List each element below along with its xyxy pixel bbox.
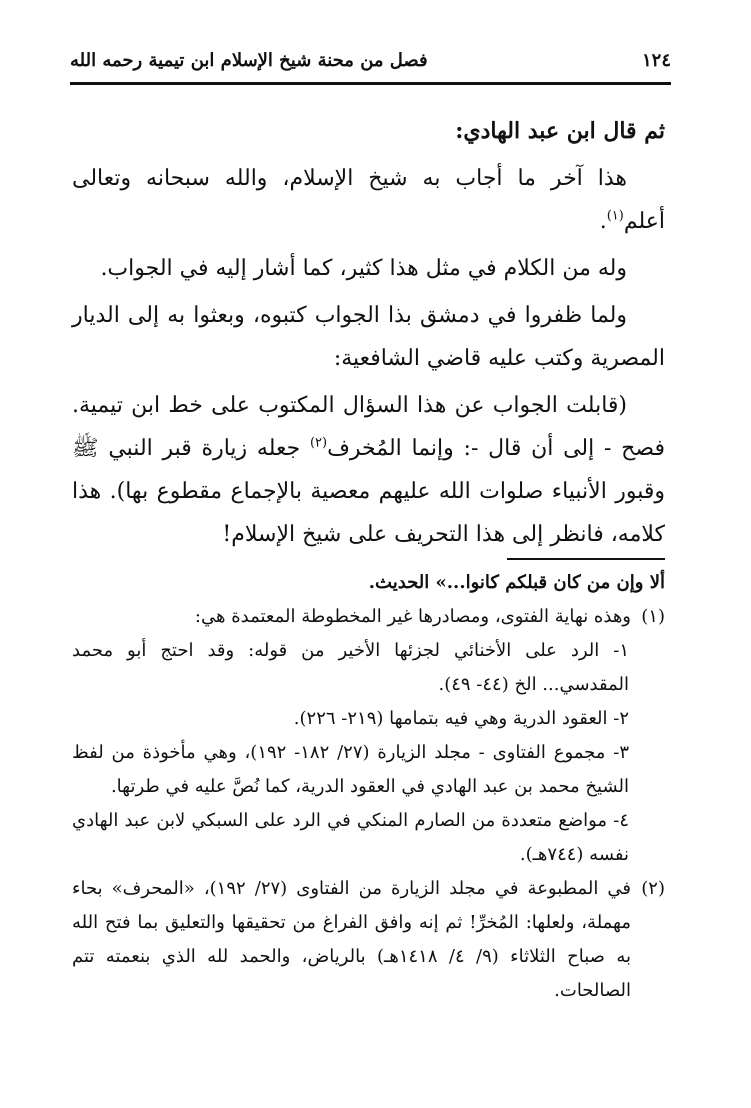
- paragraph-1-text: هذا آخر ما أجاب به شيخ الإسلام، والله سبحانه وتعالى أعلم: [72, 166, 665, 234]
- footnote-1-item-2: ٢- العقود الدرية وهي فيه بتمامها (٢١٩- ٢٢٦).: [293, 708, 629, 729]
- section-heading: ثم قال ابن عبد الهادي:: [455, 118, 665, 144]
- header-rule: [70, 82, 671, 85]
- footnote-ref-2: (٢): [309, 435, 328, 451]
- footnote-1-item-3: ٣- مجموع الفتاوى - مجلد الزيارة (٢٧/ ١٨٢- ١٩٢)، وهي مأخوذة من لفظ الشيخ محمد بن عبد الهادي في العقود الدرية، كما نُصَّ عليه في طرتها.: [72, 742, 629, 797]
- footnote-rule: [507, 558, 665, 560]
- footnote-1-item-4: ٤- مواضع متعددة من الصارم المنكي في الرد على السبكي لابن عبد الهادي نفسه (٧٤٤هـ).: [72, 810, 629, 865]
- footnote-continuation: ألا وإن من كان قبلكم كانوا...» الحديث.: [368, 572, 665, 593]
- paragraph-4: [72, 384, 665, 556]
- running-title: فصل من محنة شيخ الإسلام ابن تيمية رحمه الله: [70, 49, 428, 71]
- running-header: [70, 45, 671, 75]
- paragraph-1-end: .: [599, 209, 607, 234]
- footnote-2: [72, 872, 665, 1008]
- footnote-1-text: وهذه نهاية الفتوى، ومصادرها غير المخطوطة المعتمدة هي:: [194, 606, 631, 627]
- paragraph-3: ولما ظفروا في دمشق بذا الجواب كتبوه، وبعثوا به إلى الديار المصرية وكتب عليه قاضي الشافعية:: [72, 303, 665, 371]
- paragraph-4-text-a: (قابلت الجواب عن هذا السؤال المكتوب على خط ابن تيمية. فصح - إلى أن قال -: وإنما المُخرف: [72, 393, 665, 461]
- footnote-1-item-1: ١- الرد على الأخنائي لجزئها الأخير من قوله: وقد احتج أبو محمد المقدسي... الخ (٤٤- ٤٩).: [72, 640, 629, 695]
- paragraph-2: وله من الكلام في مثل هذا كثير، كما أشار إليه في الجواب.: [100, 256, 627, 281]
- footnote-ref-1: (١): [606, 208, 624, 224]
- footnote-2-number: (٢): [641, 878, 665, 899]
- page-number: ١٢٤: [641, 49, 671, 71]
- footnote-2-text: في المطبوعة في مجلد الزيارة من الفتاوى (٢٧/ ١٩٢)، «المحرف» بحاء مهملة، ولعلها: المُخرِّ! ثم إنه وافق الفراغ من تحقيقها والتعليق بما فتح الله به صباح الثلاثاء (٩/ ٤/ ١٤١٨هـ) بالرياض، والحمد لله الذي بنعمته تتم الصالحات.: [72, 878, 631, 1001]
- main-text: [72, 110, 665, 560]
- footnote-1-number: (١): [641, 606, 665, 627]
- footnote-1: [72, 600, 665, 634]
- paragraph-1: [72, 157, 665, 243]
- footnotes: [72, 566, 665, 1008]
- paragraph-4-text-b: جعله زيارة قبر النبي ﷺ وقبور الأنبياء صلوات الله عليهم معصية بالإجماع مقطوع بها). هذا كلامه، فانظر إلى هذا التحريف على شيخ الإسلام!: [72, 436, 665, 547]
